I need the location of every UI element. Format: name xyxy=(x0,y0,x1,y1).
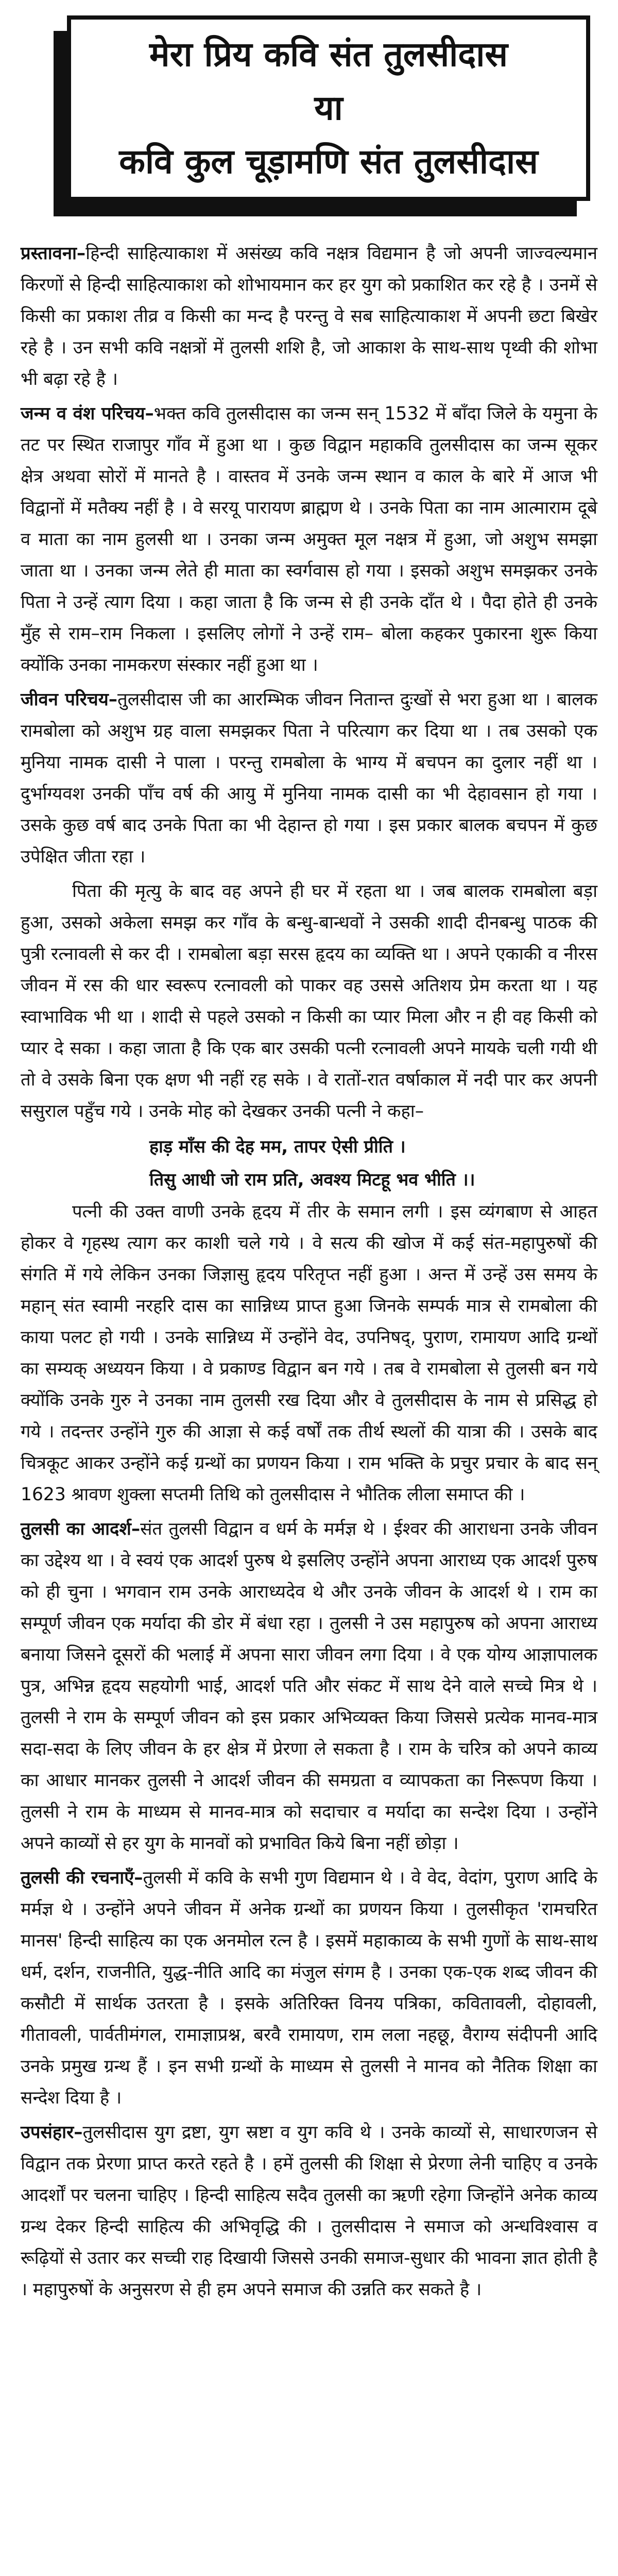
section-heading-conclusion: उपसंहार– xyxy=(21,2122,83,2143)
section-text-works: तुलसी में कवि के सभी गुण विद्यमान थे । वे वेद, वेदांग, पुराण आदि के मर्मज्ञ थे । उन्होंने अपने जीवन में अनेक ग्रन्थों का प्रणयन किया । तुलसीकृत 'रामचरित मानस' हिन्दी साहित्य का एक अनमोल रत्न है । इसमें महाकाव्य के सभी गुणों के साथ-साथ धर्म, दर्शन, राजनीति, युद्ध-नीति आदि का मंजुल संगम है । उनका एक-एक शब्द जीवन की कसौटी में सार्थक उतरता है । इसके अतिरिक्त विनय पत्रिका, कवितावली, दोहावली, गीतावली, पार्वतीमंगल, रामाज्ञाप्रश्न, बरवै रामायण, राम लला नहछू, वैराग्य संदीपनी आदि उनके प्रमुख ग्रन्थ हैं । इन सभी ग्रन्थों के माध्यम से तुलसी ने मानव को नैतिक शिक्षा का सन्देश दिया है । xyxy=(21,1868,597,2108)
essay-body xyxy=(21,238,597,2306)
section-heading-introduction: प्रस्तावना– xyxy=(21,243,86,264)
title-line-1: मेरा प्रिय कवि संत तुलसीदास xyxy=(149,35,508,74)
paragraph-works xyxy=(21,1862,597,2114)
section-heading-life: जीवन परिचय– xyxy=(21,689,118,710)
section-text-conclusion: तुलसीदास युग द्रष्टा, युग स्रष्टा व युग कवि थे । उनके काव्यों से, साधारणजन से विद्वान तक प्रेरणा प्राप्त करते रहते है । हमें तुलसी की शिक्षा से प्रेरणा लेनी चाहिए व उनके आदर्शों पर चलना चाहिए । हिन्दी साहित्य सदैव तुलसी का ऋणी रहेगा जिन्होंने अनेक काव्य ग्रन्थ देकर हिन्दी साहित्य की अभिवृद्धि की । तुलसीदास ने समाज को अन्धविश्वास व रूढ़ियों से उतार कर सच्ची राह दिखायी जिससे उनकी समाज-सुधार की भावना ज्ञात होती है । महापुरुषों के अनुसरण से ही हम अपने समाज की उन्नति कर सकते है । xyxy=(21,2122,597,2300)
section-text-ideal: संत तुलसी विद्वान व धर्म के मर्मज्ञ थे । ईश्वर की आराधना उनके जीवन का उद्देश्य था । वे स्वयं एक आदर्श पुरुष थे इसलिए उन्होंने अपना आराध्य एक आदर्श पुरुष को ही चुना । भगवान राम उनके आराध्यदेव थे और उनके जीवन के आदर्श थे । राम का सम्पूर्ण जीवन एक मर्यादा की डोर में बंधा रहा । तुलसी ने उस महापुरुष को अपना आराध्य बनाया जिसने दूसरों की भलाई में अपना सारा जीवन लगा दिया । वे एक योग्य आज्ञापालक पुत्र, अभिन्न हृदय सहयोगी भाई, आदर्श पति और संकट में साथ देने वाले सच्चे मित्र थे । तुलसी ने राम के सम्पूर्ण जीवन को इस प्रकार अभिव्यक्त किया जिससे प्रत्येक मानव-मात्र सदा-सदा के लिए जीवन के हर क्षेत्र में प्रेरणा ले सकता है । राम के चरित्र को अपने काव्य का आधार मानकर तुलसी ने आदर्श जीवन की समग्रता व व्यापकता का निरूपण किया । तुलसी ने राम के माध्यम से मानव-मात्र को सदाचार व मर्यादा का सन्देश दिया । उन्होंने अपने काव्यों से हर युग के मानवों को प्रभावित किये बिना नहीं छोड़ा । xyxy=(21,1519,597,1854)
title-line-3: कवि कुल चूड़ामणि संत तुलसीदास xyxy=(119,142,538,181)
paragraph-introduction xyxy=(21,238,597,395)
paragraph-life-continued xyxy=(21,876,597,1127)
title-box xyxy=(67,15,590,201)
paragraph-life xyxy=(21,684,597,873)
couplet-line-1: हाड़ माँस की देह मम, तापर ऐसी प्रीति । xyxy=(149,1137,406,1157)
couplet-line-2: तिसु आधी जो राम प्रति, अवश्य मिटहू भव भीति ।। xyxy=(149,1170,475,1190)
paragraph-birth xyxy=(21,398,597,681)
section-text-life-continued: पिता की मृत्यु के बाद वह अपने ही घर में रहता था । जब बालक रामबोला बड़ा हुआ, उसको अकेला समझ कर गाँव के बन्धु-बान्धवों ने उसकी शादी दीनबन्धु पाठक की पुत्री रत्नावली से कर दी । रामबोला बड़ा सरस हृदय का व्यक्ति था । अपने एकाकी व नीरस जीवन में रस की धार स्वरूप रत्नावली को पाकर वह उससे अतिशय प्रेम करता था । यह स्वाभाविक भी था । शादी से पहले उसको न किसी का प्यार मिला और न ही वह किसी को प्यार दे सका । कहा जाता है कि एक बार उसकी पत्नी रत्नावली अपने मायके चली गयी थी तो वे उसके बिना एक क्षण भी नहीं रह सके । वे रातों-रात वर्षाकाल में नदी पार कर अपनी ससुराल पहुँच गये । उनके मोह को देखकर उनकी पत्नी ने कहा– xyxy=(21,881,597,1122)
section-text-after-couplet: पत्नी की उक्त वाणी उनके हृदय में तीर के समान लगी । इस व्यंगबाण से आहत होकर वे गृहस्थ त्याग कर काशी चले गये । वे सत्य की खोज में कई संत-महापुरुषों की संगति में गये लेकिन उनका जिज्ञासु हृदय परितृप्त नहीं हुआ । अन्त में उन्हें उस समय के महान् संत स्वामी नरहरि दास का सान्निध्य प्राप्त हुआ जिनके सम्पर्क मात्र से रामबोला की काया पलट हो गयी । उनके सान्निध्य में उन्होंने वेद, उपनिषद्, पुराण, रामायण आदि ग्रन्थों का सम्यक् अध्ययन किया । वे प्रकाण्ड विद्वान बन गये । तब वे रामबोला से तुलसी बन गये क्योंकि उनके गुरु ने उनका नाम तुलसी रख दिया और वे तुलसीदास के नाम से प्रसिद्ध हो गये । तदन्तर उन्होंने गुरु की आज्ञा से कई वर्षों तक तीर्थ स्थलों की यात्रा की । उसके बाद चित्रकूट आकर उन्होंने कई ग्रन्थों का प्रणयन किया । राम भक्ति के प्रचुर प्रचार के बाद सन् 1623 श्रावण शुक्ला सप्तमी तिथि को तुलसीदास ने भौतिक लीला समाप्त की । xyxy=(21,1201,597,1505)
paragraph-after-couplet xyxy=(21,1196,597,1511)
section-heading-birth: जन्म व वंश परिचय– xyxy=(21,403,154,424)
title-line-2: या xyxy=(314,88,343,128)
paragraph-ideal xyxy=(21,1514,597,1859)
paragraph-conclusion xyxy=(21,2117,597,2306)
section-text-birth: भक्त कवि तुलसीदास का जन्म सन् 1532 में बाँदा जिले के यमुना के तट पर स्थित राजापुर गाँव में हुआ था । कुछ विद्वान महाकवि तुलसीदास का जन्म सूकर क्षेत्र अथवा सोरों में मानते है । वास्तव में उनके जन्म स्थान व काल के बारे में आज भी विद्वानों में मतैक्य नहीं है । वे सरयू पारायण ब्राह्मण थे । उनके पिता का नाम आत्माराम दूबे व माता का नाम हुलसी था । उनका जन्म अमुक्त मूल नक्षत्र में हुआ, जो अशुभ समझा जाता था । उनका जन्म लेते ही माता का स्वर्गवास हो गया । इसको अशुभ समझकर उनके पिता ने उन्हें त्याग दिया । कहा जाता है कि जन्म से ही उनके दाँत थे । पैदा होते ही उनके मुँह से राम–राम निकला । इसलिए लोगों ने उन्हें राम– बोला कहकर पुकारना शुरू किया क्योंकि उनका नामकरण संस्कार नहीं हुआ था । xyxy=(21,403,597,675)
section-heading-works: तुलसी की रचनाएँ– xyxy=(21,1868,143,1888)
section-heading-ideal: तुलसी का आदर्श– xyxy=(21,1519,141,1539)
section-text-introduction: हिन्दी साहित्याकाश में असंख्य कवि नक्षत्र विद्यमान है जो अपनी जाज्वल्यमान किरणों से हिन्दी साहित्याकाश को शोभायमान कर हर युग को प्रकाशित कर रहे है । उनमें से किसी का प्रकाश तीव्र व किसी का मन्द है परन्तु वे सब साहित्याकाश में अपनी छटा बिखेर रहे है । उन सभी कवि नक्षत्रों में तुलसी शशि है, जो आकाश के साथ-साथ पृथ्वी की शोभा भी बढ़ा रहे है । xyxy=(21,243,597,389)
section-text-life: तुलसीदास जी का आरम्भिक जीवन नितान्त दुःखों से भरा हुआ था । बालक रामबोला को अशुभ ग्रह वाला समझकर पिता ने परित्याग कर दिया था । तब उसको एक मुनिया नामक दासी ने पाला । परन्तु रामबोला के भाग्य में बचपन का दुलार नहीं था । दुर्भाग्यवश उनकी पाँच वर्ष की आयु में मुनिया नामक दासी का भी देहावसान हो गया । उसके कुछ वर्ष बाद उनके पिता का भी देहान्त हो गया । इस प्रकार बालक बचपन में कुछ उपेक्षित जीता रहा । xyxy=(21,689,598,867)
